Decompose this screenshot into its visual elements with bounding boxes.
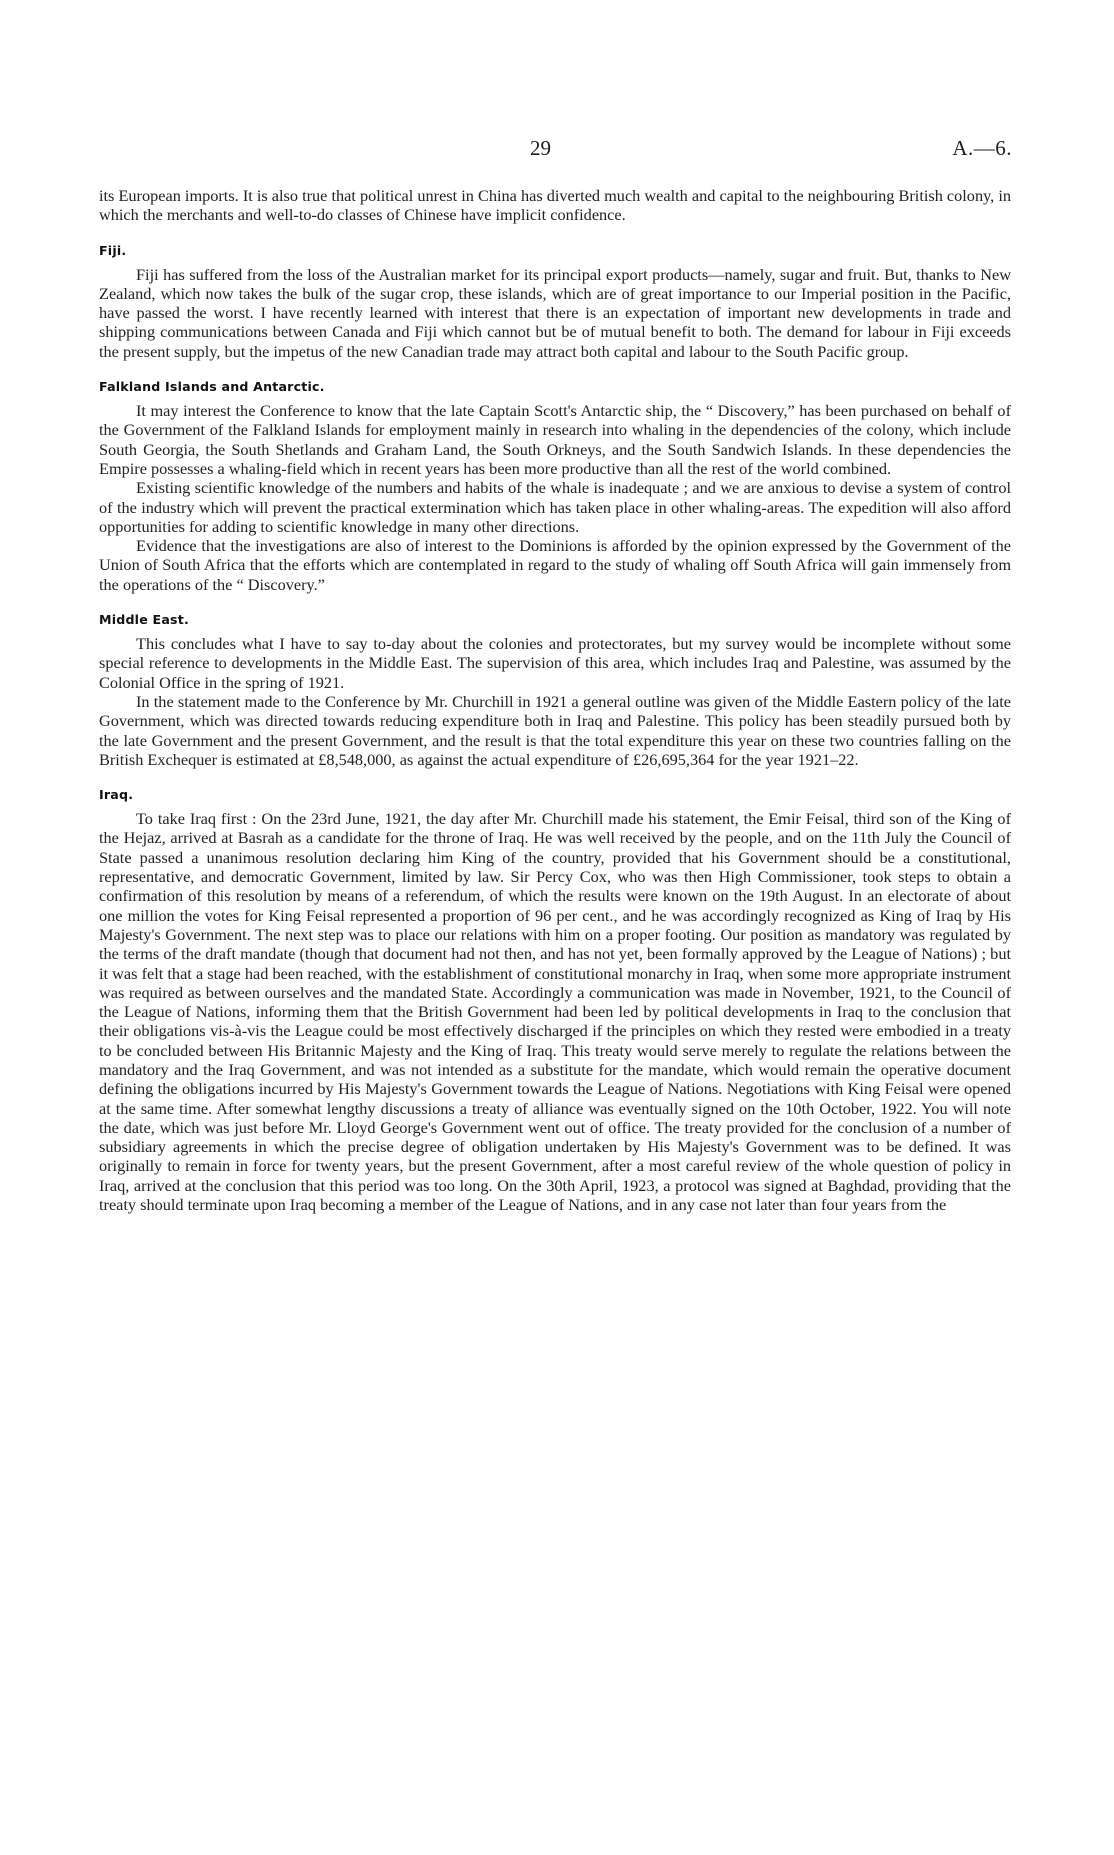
section-heading: Falkland Islands and Antarctic. [99, 379, 325, 395]
section-paragraph: Fiji has suffered from the loss of the Australian market for its principal export products—namely, sugar and fruit. But, thanks to New Zealand, which now takes the bulk of the sugar crop, these islands, which are of great importance to our Imperial position in the Pacific, have passed the worst. I have recently learned with interest that there is an expectation of important new developments in trade and shipping communications between Canada and Fiji which cannot but be of mutual benefit to both. The demand for labour in Fiji exceeds the present supply, but the impetus of the new Canadian trade may attract both capital and labour to the South Pacific group. [99, 264, 1011, 361]
document-body [99, 186, 1011, 1214]
intro-paragraph: its European imports. It is also true that political unrest in China has diverted much wealth and capital to the neighbouring British colony, in which the merchants and well-to-do classes of Chinese have implicit confidence. [99, 186, 1011, 225]
section-paragraph: This concludes what I have to say to-day about the colonies and protectorates, but my survey would be incomplete without some special reference to developments in the Middle East. The supervision of this area, which includes Iraq and Palestine, was assumed by the Colonial Office in the spring of 1921. [99, 634, 1011, 692]
section-middle-east [99, 612, 1011, 769]
section-paragraph: It may interest the Conference to know that the late Captain Scott's Antarctic ship, the “ Discovery,” has been purchased on behalf of the Government of the Falkland Islands for employment mainly in research into whaling in the dependencies of the colony, which include South Georgia, the South Shetlands and Graham Land, the South Orkneys, and the South Sandwich Islands. In these dependencies the Empire possesses a whaling-field which in recent years has been more productive than all the rest of the world combined. [99, 401, 1011, 478]
page-number: 29 [530, 136, 551, 160]
document-code: A.—6. [952, 136, 1012, 160]
section-falkland-islands [99, 379, 1011, 594]
section-heading: Iraq. [99, 787, 134, 803]
section-paragraph: To take Iraq first : On the 23rd June, 1921, the day after Mr. Churchill made his statement, the Emir Feisal, third son of the King of the Hejaz, arrived at Basrah as a candidate for the throne of Iraq. He was well received by the people, and on the 11th July the Council of State passed a unanimous resolution declaring him King of the country, provided that his Government should be a constitutional, representative, and democratic Government, limited by law. Sir Percy Cox, who was then High Commissioner, took steps to obtain a confirmation of this resolution by means of a referendum, of which the results were known on the 19th August. In an electorate of about one million the votes for King Feisal represented a proportion of 96 per cent., and he was accordingly recognized as King of Iraq by His Majesty's Government. The next step was to place our relations with him on a proper footing. Our position as mandatory was regulated by the terms of the draft mandate (though that document had not then, and has not yet, been formally approved by the League of Nations) ; but it was felt that a stage had been reached, with the establishment of constitutional monarchy in Iraq, when some more appropriate instrument was required as between ourselves and the mandated State. Accordingly a communication was made in November, 1921, to the Council of the League of Nations, informing them that the British Government had been led by political developments in Iraq to the conclusion that their obligations vis-à-vis the League could be most effectively discharged if the principles on which they rested were embodied in a treaty to be concluded between His Britannic Majesty and the King of Iraq. This treaty would serve merely to regulate the relations between the mandatory and the Iraq Government, and was not intended as a substitute for the mandate, which would remain the operative document defining the obligations incurred by His Majesty's Government towards the League of Nations. Negotiations with King Feisal were opened at the same time. After somewhat lengthy discussions a treaty of alliance was eventually signed on the 10th October, 1922. You will note the date, which was just before Mr. Lloyd George's Government went out of office. The treaty provided for the conclusion of a number of subsidiary agreements in which the precise degree of obligation undertaken by His Majesty's Government was to be defined. It was originally to remain in force for twenty years, but the present Government, after a most careful review of the whole question of policy in Iraq, arrived at the conclusion that this period was too long. On the 30th April, 1923, a protocol was signed at Baghdad, providing that the treaty should terminate upon Iraq becoming a member of the League of Nations, and in any case not later than four years from the [99, 809, 1011, 1215]
page-header [0, 136, 1114, 176]
section-paragraph: Evidence that the investigations are also of interest to the Dominions is afforded by the opinion expressed by the Government of the Union of South Africa that the efforts which are contemplated in regard to the study of whaling off South Africa will gain immensely from the operations of the “ Discovery.” [99, 536, 1011, 594]
section-paragraph: In the statement made to the Conference by Mr. Churchill in 1921 a general outline was given of the Middle Eastern policy of the late Government, which was directed towards reducing expenditure both in Iraq and Palestine. This policy has been steadily pursued both by the late Government and the present Government, and the result is that the total expenditure this year on these two countries falling on the British Exchequer is estimated at £8,548,000, as against the actual expenditure of £26,695,364 for the year 1921–22. [99, 691, 1011, 769]
section-heading: Middle East. [99, 612, 189, 628]
section-iraq [99, 787, 1011, 1214]
section-heading: Fiji. [99, 242, 127, 258]
section-paragraph: Existing scientific knowledge of the numbers and habits of the whale is inadequate ; and we are anxious to devise a system of control of the industry which will prevent the practical extermination which has taken place in other whaling-areas. The expedition will also afford opportunities for adding to scientific knowledge in many other directions. [99, 478, 1011, 536]
section-fiji [99, 243, 1011, 361]
